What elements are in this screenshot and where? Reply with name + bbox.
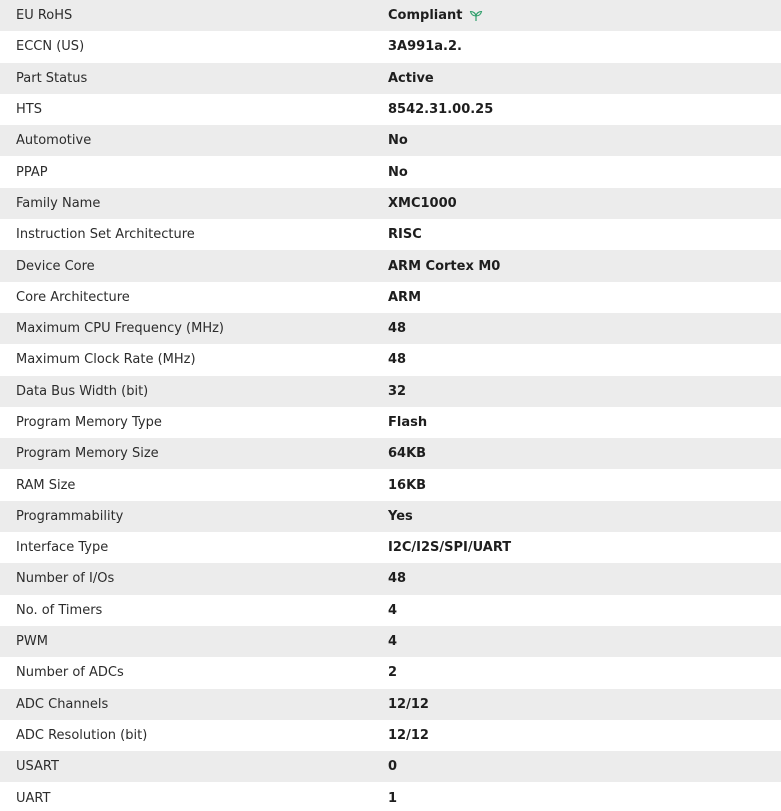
spec-value: 64KB — [388, 446, 427, 462]
spec-row-programmability — [0, 501, 781, 532]
spec-row-usart — [0, 751, 781, 782]
spec-row-automotive — [0, 125, 781, 156]
spec-row-ppap — [0, 156, 781, 187]
spec-row-program-memory-size — [0, 438, 781, 469]
spec-value: 12/12 — [388, 696, 429, 712]
spec-value: Flash — [388, 415, 428, 430]
spec-label: Instruction Set Architecture — [16, 227, 195, 243]
spec-value: ARM — [388, 289, 422, 305]
spec-row-data-bus-width — [0, 376, 781, 407]
spec-label: Core Architecture — [16, 289, 130, 305]
spec-row-part-status — [0, 63, 781, 94]
spec-row-ram-size — [0, 469, 781, 500]
spec-label: Interface Type — [16, 540, 109, 556]
spec-row-number-of-ios — [0, 563, 781, 594]
spec-value: 16KB — [388, 477, 427, 493]
spec-value: I2C/I2S/SPI/UART — [388, 540, 512, 556]
spec-row-hts — [0, 94, 781, 125]
spec-row-core-architecture — [0, 282, 781, 313]
spec-value: 2 — [388, 665, 398, 681]
spec-value: Active — [388, 70, 434, 86]
spec-label: Program Memory Size — [16, 446, 159, 462]
spec-label: Program Memory Type — [16, 415, 162, 430]
spec-label: PPAP — [16, 164, 48, 180]
spec-label: ADC Resolution (bit) — [16, 727, 148, 743]
spec-value: RISC — [388, 227, 422, 243]
spec-value: 48 — [388, 352, 407, 368]
spec-row-number-of-adcs — [0, 657, 781, 688]
spec-value: 0 — [388, 759, 398, 775]
spec-row-family-name — [0, 188, 781, 219]
spec-row-interface-type — [0, 532, 781, 563]
spec-row-number-of-timers — [0, 595, 781, 626]
spec-value: XMC1000 — [388, 195, 457, 211]
spec-label: RAM Size — [16, 477, 76, 493]
spec-value: 12/12 — [388, 727, 429, 743]
spec-value: 8542.31.00.25 — [388, 102, 494, 118]
spec-value: No — [388, 164, 408, 180]
spec-value: 48 — [388, 571, 407, 587]
spec-label: Number of I/Os — [16, 571, 115, 587]
spec-value: 1 — [388, 790, 398, 806]
spec-label: ADC Channels — [16, 696, 109, 712]
spec-value-container — [388, 8, 781, 23]
spec-label: Maximum CPU Frequency (MHz) — [16, 321, 224, 337]
spec-row-device-core — [0, 250, 781, 281]
spec-label: EU RoHS — [16, 8, 73, 24]
spec-value: No — [388, 133, 408, 149]
spec-label: No. of Timers — [16, 602, 103, 618]
spec-label: Number of ADCs — [16, 665, 124, 681]
spec-row-max-cpu-frequency — [0, 313, 781, 344]
spec-label: Part Status — [16, 70, 88, 86]
spec-value: Compliant — [388, 8, 463, 24]
spec-value: ARM Cortex M0 — [388, 258, 501, 274]
spec-label: USART — [16, 759, 59, 775]
spec-row-adc-channels — [0, 689, 781, 720]
spec-label: ECCN (US) — [16, 39, 85, 55]
spec-value: 4 — [388, 634, 398, 650]
spec-value: 32 — [388, 383, 407, 399]
spec-label: UART — [16, 790, 51, 806]
spec-row-eu-rohs — [0, 0, 781, 31]
spec-label: Automotive — [16, 133, 92, 149]
spec-row-pwm — [0, 626, 781, 657]
spec-label: Family Name — [16, 195, 101, 211]
leaf-icon — [469, 10, 483, 22]
spec-row-program-memory-type — [0, 407, 781, 438]
spec-label: Programmability — [16, 508, 124, 524]
spec-label: Device Core — [16, 258, 95, 274]
spec-label: Maximum Clock Rate (MHz) — [16, 352, 196, 368]
spec-value: Yes — [388, 508, 413, 524]
spec-row-adc-resolution — [0, 720, 781, 751]
spec-value: 48 — [388, 321, 407, 337]
spec-row-instruction-set — [0, 219, 781, 250]
spec-label: HTS — [16, 102, 42, 118]
spec-row-uart — [0, 782, 781, 811]
spec-label: PWM — [16, 634, 48, 650]
spec-row-max-clock-rate — [0, 344, 781, 375]
spec-label: Data Bus Width (bit) — [16, 383, 149, 399]
spec-value: 4 — [388, 602, 398, 618]
spec-row-eccn — [0, 31, 781, 62]
spec-value: 3A991a.2. — [388, 39, 462, 55]
